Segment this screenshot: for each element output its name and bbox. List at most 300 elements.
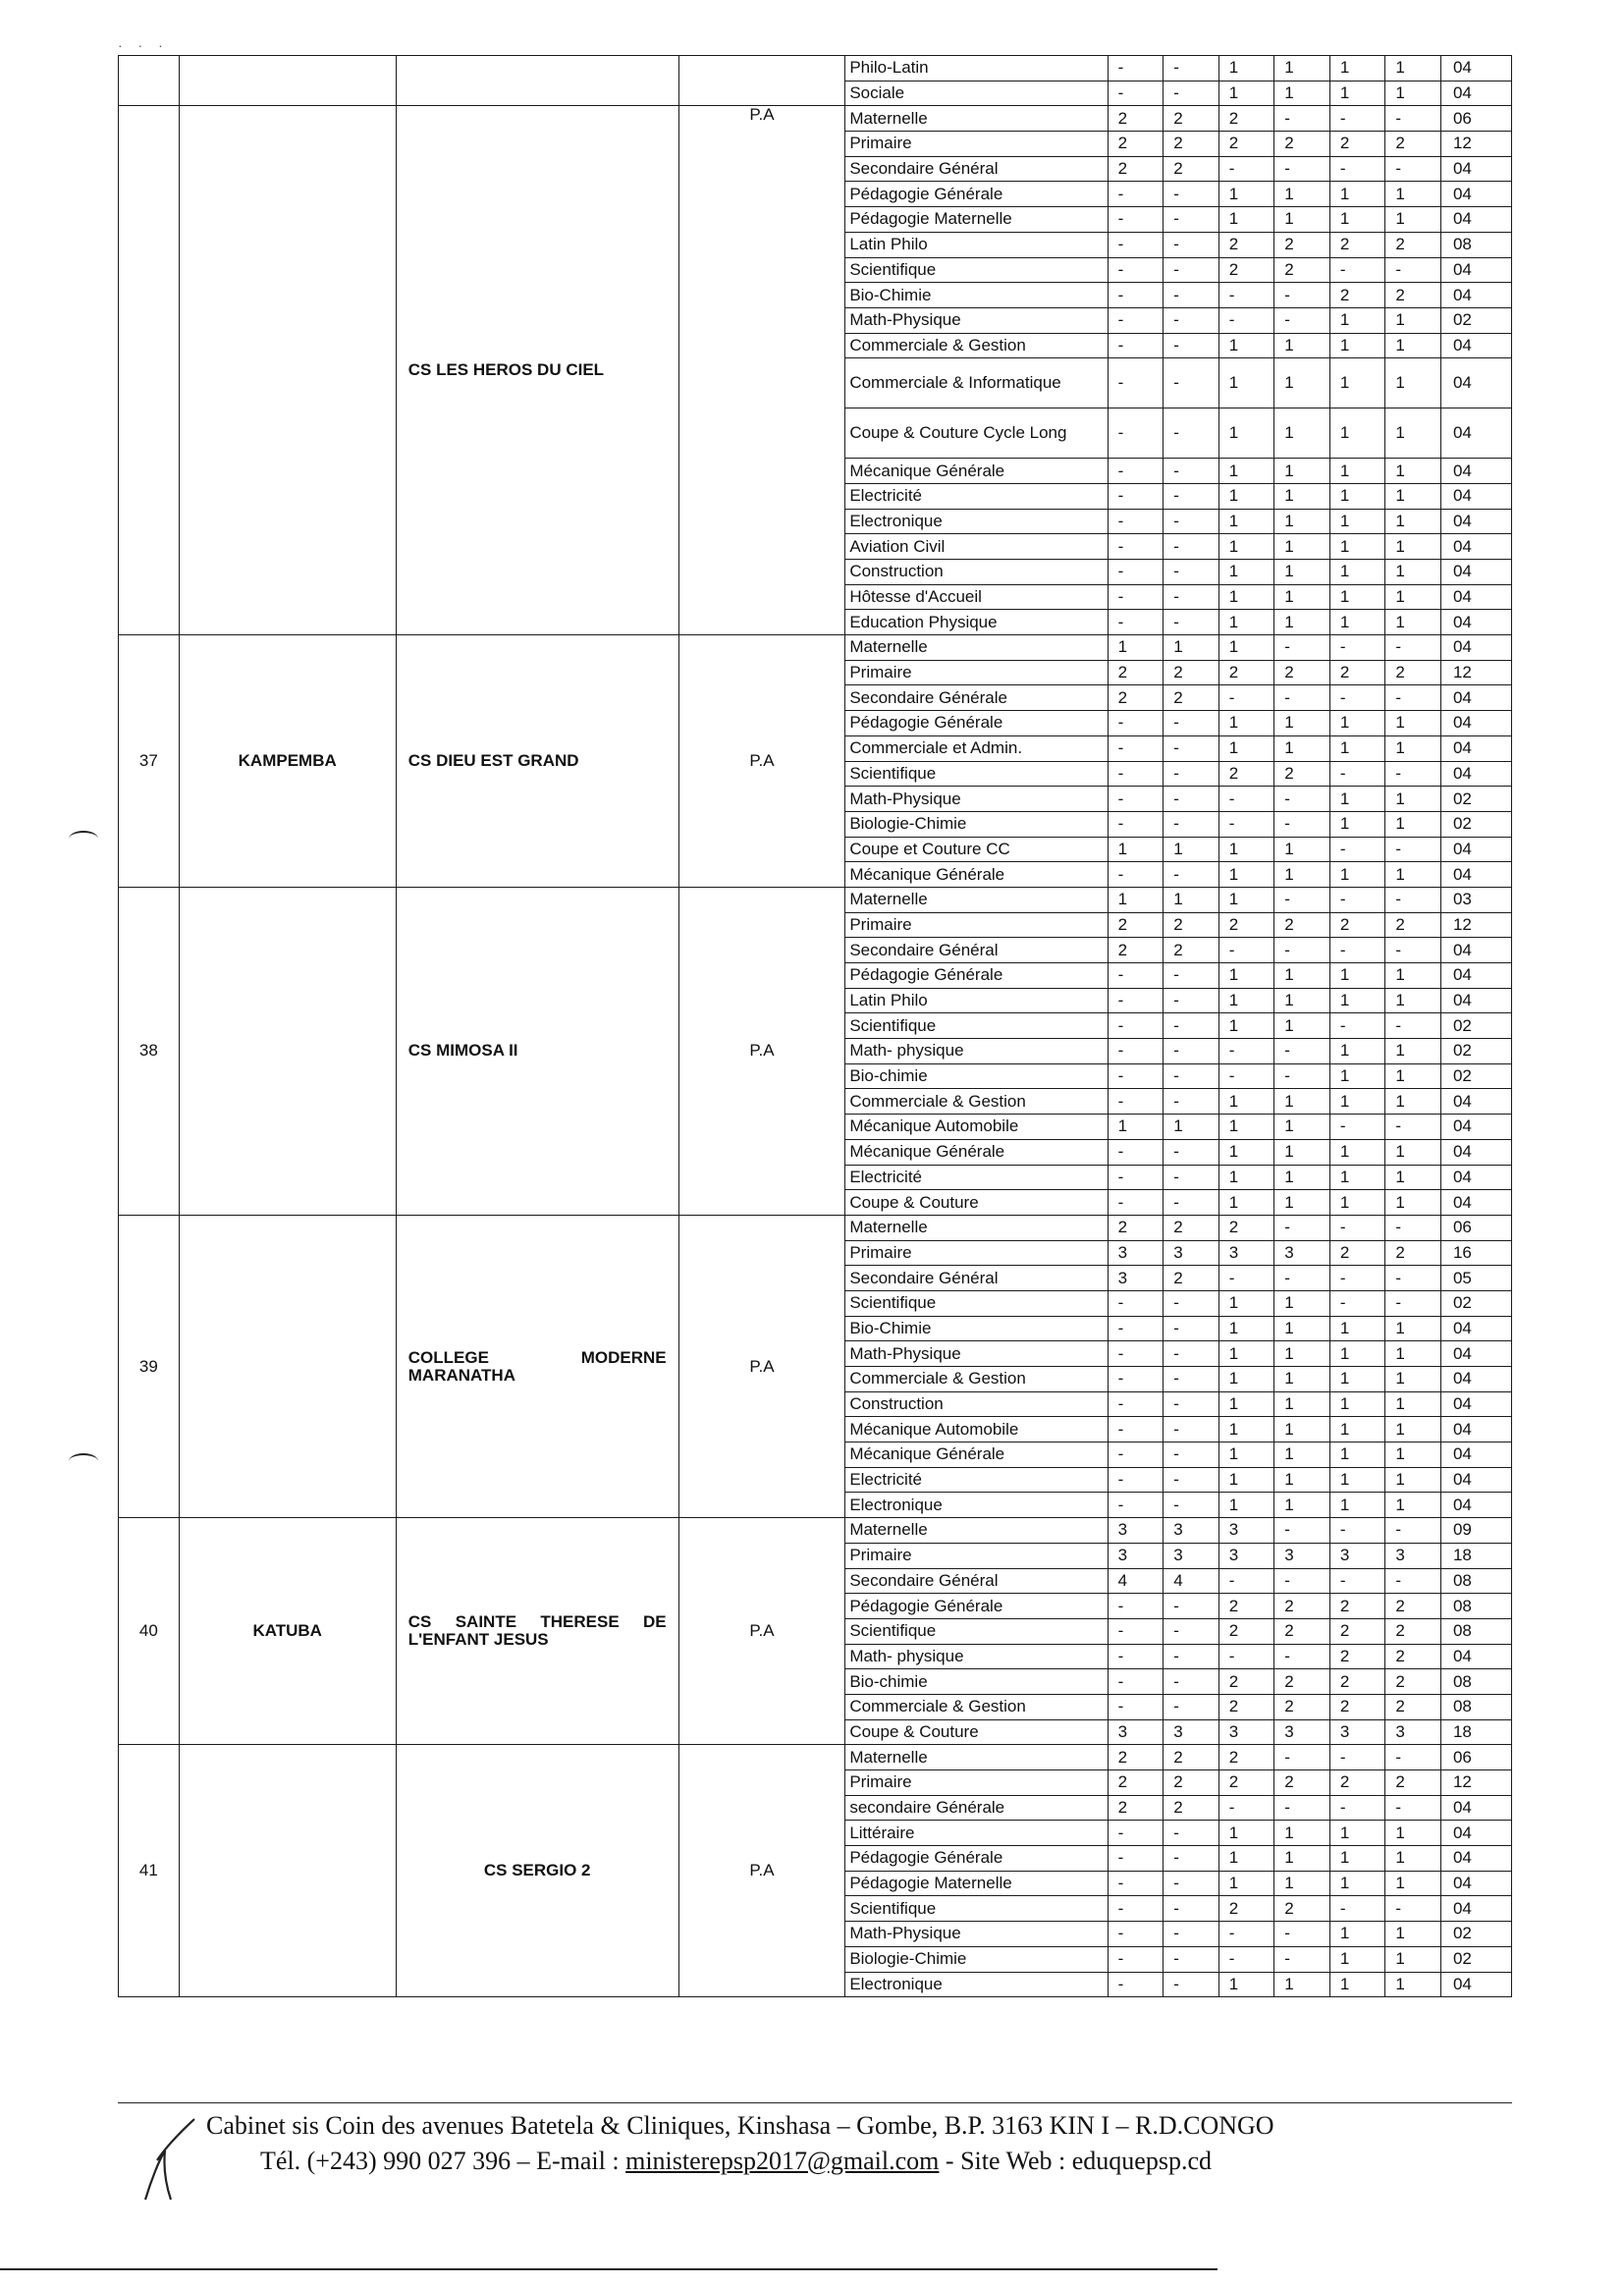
class-count: - [1385, 1215, 1441, 1240]
class-count: - [1108, 1139, 1164, 1165]
class-count: 1 [1274, 988, 1330, 1013]
class-count: 1 [1108, 635, 1164, 661]
school-regime: P.A [678, 887, 845, 1215]
total-classes: 04 [1440, 584, 1511, 610]
total-classes: 04 [1440, 534, 1511, 560]
class-count: - [1218, 938, 1274, 963]
class-count: 1 [1329, 787, 1385, 812]
class-count: 1 [1329, 1922, 1385, 1947]
option-name: Biologie-Chimie [845, 1946, 1108, 1972]
option-name: Philo-Latin [845, 56, 1108, 82]
class-count: 1 [1385, 711, 1441, 736]
option-name: Secondaire Général [845, 1266, 1108, 1291]
option-name: Hôtesse d'Accueil [845, 584, 1108, 610]
class-count: 3 [1329, 1543, 1385, 1568]
class-count: - [1164, 761, 1219, 787]
class-count: 1 [1329, 207, 1385, 233]
option-name: Commerciale & Gestion [845, 1089, 1108, 1115]
class-count: - [1385, 1266, 1441, 1291]
class-count: 2 [1329, 1594, 1385, 1619]
total-classes: 04 [1440, 685, 1511, 711]
class-count: - [1385, 837, 1441, 862]
class-count: 1 [1329, 182, 1385, 207]
school-regime: P.A [678, 635, 845, 888]
class-count: 1 [1385, 1089, 1441, 1115]
school-options-table [118, 55, 1512, 1997]
class-count: - [1108, 283, 1164, 308]
class-count: 1 [1274, 735, 1330, 761]
class-count: - [1274, 1266, 1330, 1291]
class-count: 1 [1329, 1165, 1385, 1190]
class-count: 1 [1274, 1391, 1330, 1417]
class-count: - [1274, 1518, 1330, 1544]
class-count: 1 [1218, 459, 1274, 484]
total-classes: 04 [1440, 283, 1511, 308]
class-count: 1 [1329, 610, 1385, 635]
class-count: 2 [1164, 660, 1219, 685]
class-count: 1 [1385, 1367, 1441, 1392]
class-count: 2 [1108, 938, 1164, 963]
class-count: - [1274, 1946, 1330, 1972]
class-count: 1 [1385, 1846, 1441, 1872]
class-count: 1 [1218, 610, 1274, 635]
class-count: 2 [1385, 660, 1441, 685]
class-count: 1 [1329, 862, 1385, 888]
class-count: 1 [1385, 1442, 1441, 1468]
class-count: 1 [1218, 963, 1274, 989]
total-classes: 04 [1440, 1139, 1511, 1165]
class-count: - [1164, 560, 1219, 585]
class-count: - [1329, 1215, 1385, 1240]
option-name: Pédagogie Générale [845, 963, 1108, 989]
option-name: Math-Physique [845, 1922, 1108, 1947]
footer-contact [260, 2145, 1212, 2178]
class-count: - [1108, 1694, 1164, 1719]
option-name: Math- physique [845, 1039, 1108, 1064]
class-count: 2 [1274, 660, 1330, 685]
total-classes: 02 [1440, 1013, 1511, 1039]
class-count: - [1164, 988, 1219, 1013]
class-count: 1 [1385, 1316, 1441, 1341]
class-count: 1 [1164, 1115, 1219, 1140]
class-count: 1 [1218, 1417, 1274, 1442]
class-count: - [1329, 1745, 1385, 1770]
option-name: Education Physique [845, 610, 1108, 635]
class-count: - [1164, 1190, 1219, 1216]
class-count: - [1164, 307, 1219, 333]
class-count: 1 [1274, 1190, 1330, 1216]
class-count: 1 [1329, 1417, 1385, 1442]
class-count: 2 [1218, 232, 1274, 257]
class-count: 2 [1385, 232, 1441, 257]
class-count: 1 [1274, 1367, 1330, 1392]
footer-phone: Tél. (+243) 990 027 396 – E-mail : [260, 2147, 626, 2175]
class-count: 1 [1385, 307, 1441, 333]
class-count: 2 [1108, 106, 1164, 132]
total-classes: 04 [1440, 1896, 1511, 1922]
class-count: - [1108, 1493, 1164, 1518]
class-count: - [1108, 534, 1164, 560]
class-count: 1 [1274, 182, 1330, 207]
class-count: - [1108, 408, 1164, 459]
class-count: 1 [1385, 1190, 1441, 1216]
option-name: Maternelle [845, 887, 1108, 912]
total-classes: 04 [1440, 711, 1511, 736]
class-count: 2 [1385, 1594, 1441, 1619]
class-count: - [1329, 1290, 1385, 1316]
class-count: 1 [1385, 1391, 1441, 1417]
class-count: 1 [1164, 887, 1219, 912]
class-count: - [1164, 1039, 1219, 1064]
class-count: - [1218, 1266, 1274, 1291]
class-count: - [1274, 1568, 1330, 1594]
school-index: 40 [119, 1518, 180, 1745]
footer-email-link[interactable]: ministerepsp2017@gmail.com [625, 2147, 940, 2175]
class-count: 1 [1274, 81, 1330, 106]
class-count: 1 [1218, 1013, 1274, 1039]
class-count: - [1108, 811, 1164, 837]
option-name: Mécanique Générale [845, 862, 1108, 888]
option-name: Maternelle [845, 1518, 1108, 1544]
class-count: 2 [1164, 1745, 1219, 1770]
total-classes: 06 [1440, 1745, 1511, 1770]
class-count: 1 [1385, 610, 1441, 635]
class-count: 1 [1274, 358, 1330, 408]
total-classes: 04 [1440, 1493, 1511, 1518]
class-count: - [1164, 207, 1219, 233]
class-count: 1 [1385, 787, 1441, 812]
total-classes: 04 [1440, 81, 1511, 106]
total-classes: 04 [1440, 1316, 1511, 1341]
total-classes: 02 [1440, 1290, 1511, 1316]
total-classes: 04 [1440, 1391, 1511, 1417]
class-count: 1 [1385, 182, 1441, 207]
option-name: Maternelle [845, 106, 1108, 132]
class-count: - [1108, 1594, 1164, 1619]
class-count: - [1108, 787, 1164, 812]
option-name: Pédagogie Générale [845, 1846, 1108, 1872]
class-count: 1 [1274, 560, 1330, 585]
option-name: Commerciale & Informatique [845, 358, 1108, 408]
class-count: 1 [1218, 1316, 1274, 1341]
class-count: 3 [1274, 1240, 1330, 1266]
class-count: 1 [1329, 358, 1385, 408]
class-count: - [1164, 283, 1219, 308]
class-count: 2 [1108, 132, 1164, 157]
class-count: 3 [1274, 1719, 1330, 1745]
total-classes: 04 [1440, 1417, 1511, 1442]
class-count: 2 [1274, 1669, 1330, 1695]
total-classes: 04 [1440, 509, 1511, 534]
table-row [119, 635, 1512, 661]
option-name: Math-Physique [845, 1341, 1108, 1367]
class-count: 3 [1218, 1240, 1274, 1266]
class-count: - [1164, 862, 1219, 888]
class-count: 2 [1329, 1694, 1385, 1719]
class-count: - [1164, 1341, 1219, 1367]
class-count: - [1108, 1089, 1164, 1115]
class-count: - [1164, 1165, 1219, 1190]
total-classes: 02 [1440, 1922, 1511, 1947]
class-count: 1 [1385, 1972, 1441, 1997]
option-name: Latin Philo [845, 988, 1108, 1013]
class-count: - [1385, 635, 1441, 661]
class-count: 2 [1218, 1896, 1274, 1922]
class-count: 1 [1274, 1290, 1330, 1316]
class-count: 1 [1218, 333, 1274, 358]
signature-mark [137, 2111, 196, 2209]
option-name: Scientifique [845, 257, 1108, 283]
class-count: - [1218, 1039, 1274, 1064]
class-count: 1 [1218, 509, 1274, 534]
class-count: 1 [1329, 811, 1385, 837]
class-count: - [1108, 1972, 1164, 1997]
class-count: 2 [1274, 132, 1330, 157]
option-name: Pédagogie Générale [845, 711, 1108, 736]
footer-rule [118, 2102, 1512, 2103]
total-classes: 08 [1440, 1594, 1511, 1619]
class-count: 1 [1329, 534, 1385, 560]
total-classes: 04 [1440, 963, 1511, 989]
class-count: 1 [1274, 333, 1330, 358]
class-count: - [1329, 938, 1385, 963]
total-classes: 02 [1440, 1946, 1511, 1972]
class-count: 1 [1218, 560, 1274, 585]
class-count: 2 [1164, 1770, 1219, 1796]
option-name: Primaire [845, 912, 1108, 938]
class-count: 1 [1218, 1821, 1274, 1846]
table-row [119, 1518, 1512, 1544]
class-count: 1 [1218, 988, 1274, 1013]
class-count: 1 [1329, 408, 1385, 459]
option-name: Construction [845, 1391, 1108, 1417]
class-count: 1 [1274, 1442, 1330, 1468]
class-count: 1 [1274, 1316, 1330, 1341]
class-count: 2 [1385, 1240, 1441, 1266]
total-classes: 04 [1440, 1644, 1511, 1669]
class-count: 1 [1329, 483, 1385, 509]
class-count: - [1164, 56, 1219, 82]
class-count: 1 [1329, 735, 1385, 761]
class-count: 2 [1218, 1594, 1274, 1619]
class-count: 2 [1218, 1745, 1274, 1770]
school-name: CS MIMOSA II [396, 887, 678, 1215]
option-name: Coupe & Couture [845, 1719, 1108, 1745]
class-count: - [1164, 1846, 1219, 1872]
option-name: Pédagogie Générale [845, 182, 1108, 207]
class-count: 1 [1385, 56, 1441, 82]
class-count: - [1218, 1946, 1274, 1972]
option-name: Bio-chimie [845, 1669, 1108, 1695]
class-count: 1 [1329, 1821, 1385, 1846]
class-count: 1 [1329, 1442, 1385, 1468]
class-count: - [1385, 1568, 1441, 1594]
option-name: Bio-Chimie [845, 283, 1108, 308]
option-name: Bio-Chimie [845, 1316, 1108, 1341]
class-count: - [1164, 358, 1219, 408]
option-name: Maternelle [845, 1215, 1108, 1240]
class-count: - [1218, 1922, 1274, 1947]
class-count: 4 [1164, 1568, 1219, 1594]
class-count: 1 [1274, 1089, 1330, 1115]
class-count: - [1329, 635, 1385, 661]
total-classes: 04 [1440, 735, 1511, 761]
class-count: 1 [1329, 1190, 1385, 1216]
class-count: 3 [1164, 1518, 1219, 1544]
class-count: - [1108, 182, 1164, 207]
class-count: - [1385, 257, 1441, 283]
class-count: 1 [1329, 1089, 1385, 1115]
class-count: 2 [1274, 1896, 1330, 1922]
option-name: Coupe & Couture [845, 1190, 1108, 1216]
class-count: 1 [1218, 1871, 1274, 1896]
class-count: 2 [1218, 132, 1274, 157]
option-name: Math-Physique [845, 787, 1108, 812]
class-count: 2 [1108, 660, 1164, 685]
total-classes: 16 [1440, 1240, 1511, 1266]
option-name: Math-Physique [845, 307, 1108, 333]
class-count: - [1108, 761, 1164, 787]
class-count: 2 [1329, 1669, 1385, 1695]
table-row [119, 1215, 1512, 1240]
total-classes: 04 [1440, 207, 1511, 233]
class-count: 1 [1274, 1846, 1330, 1872]
class-count: - [1274, 1039, 1330, 1064]
class-count: 1 [1274, 862, 1330, 888]
class-count: 1 [1274, 1115, 1330, 1140]
school-name: COLLEGE MODERNE MARANATHA [396, 1215, 678, 1517]
class-count: - [1164, 182, 1219, 207]
class-count: 1 [1385, 534, 1441, 560]
class-count: - [1164, 333, 1219, 358]
class-count: 1 [1218, 81, 1274, 106]
class-count: 2 [1164, 912, 1219, 938]
class-count: 3 [1385, 1719, 1441, 1745]
option-name: Latin Philo [845, 232, 1108, 257]
class-count: 1 [1274, 610, 1330, 635]
class-count: - [1164, 1669, 1219, 1695]
class-count: 1 [1218, 1846, 1274, 1872]
class-count: 2 [1108, 1795, 1164, 1821]
class-count: - [1108, 1896, 1164, 1922]
class-count: 2 [1218, 761, 1274, 787]
class-count: 1 [1274, 534, 1330, 560]
class-count: 2 [1218, 1215, 1274, 1240]
class-count: 1 [1329, 711, 1385, 736]
class-count: 2 [1329, 912, 1385, 938]
table-row [119, 106, 1512, 132]
class-count: 1 [1218, 1367, 1274, 1392]
class-count: - [1108, 333, 1164, 358]
class-count: - [1274, 1644, 1330, 1669]
commune-name: KATUBA [179, 1518, 396, 1745]
class-count: - [1108, 1644, 1164, 1669]
class-count: - [1108, 1417, 1164, 1442]
class-count: 2 [1108, 1745, 1164, 1770]
total-classes: 04 [1440, 408, 1511, 459]
class-count: 2 [1274, 1594, 1330, 1619]
class-count: - [1385, 156, 1441, 182]
class-count: 1 [1385, 811, 1441, 837]
option-name: Secondaire Général [845, 156, 1108, 182]
total-classes: 08 [1440, 1694, 1511, 1719]
class-count: - [1218, 1795, 1274, 1821]
class-count: 1 [1385, 1139, 1441, 1165]
class-count: 1 [1385, 81, 1441, 106]
class-count: - [1164, 1063, 1219, 1089]
class-count: 1 [1385, 1039, 1441, 1064]
class-count: - [1108, 1013, 1164, 1039]
class-count: 1 [1218, 711, 1274, 736]
class-count: 1 [1218, 483, 1274, 509]
option-name: Mécanique Générale [845, 459, 1108, 484]
class-count: 1 [1218, 1972, 1274, 1997]
class-count: - [1164, 534, 1219, 560]
class-count: 1 [1329, 307, 1385, 333]
total-classes: 08 [1440, 232, 1511, 257]
commune-name [179, 106, 396, 635]
class-count: 3 [1108, 1719, 1164, 1745]
option-name: Scientifique [845, 1013, 1108, 1039]
class-count: - [1164, 459, 1219, 484]
class-count: 1 [1274, 1341, 1330, 1367]
class-count: 2 [1164, 1795, 1219, 1821]
option-name: Electronique [845, 1972, 1108, 1997]
option-name: Coupe & Couture Cycle Long [845, 408, 1108, 459]
class-count: - [1108, 862, 1164, 888]
class-count: 3 [1385, 1543, 1441, 1568]
total-classes: 04 [1440, 358, 1511, 408]
class-count: 1 [1329, 1391, 1385, 1417]
class-count: 1 [1329, 1063, 1385, 1089]
class-count: 2 [1274, 761, 1330, 787]
class-count: - [1108, 988, 1164, 1013]
table-row [119, 1745, 1512, 1770]
class-count: - [1108, 1190, 1164, 1216]
class-count: - [1108, 307, 1164, 333]
footer-address: Cabinet sis Coin des avenues Batetela & Cliniques, Kinshasa – Gombe, B.P. 3163 KIN I – R.D.CONGO [206, 2111, 1274, 2140]
class-count: - [1385, 938, 1441, 963]
class-count: 3 [1329, 1719, 1385, 1745]
class-count: 1 [1329, 509, 1385, 534]
class-count: - [1108, 509, 1164, 534]
option-name: Primaire [845, 132, 1108, 157]
class-count: 1 [1385, 459, 1441, 484]
class-count: - [1218, 1644, 1274, 1669]
class-count: - [1164, 584, 1219, 610]
class-count: - [1385, 1290, 1441, 1316]
class-count: 1 [1274, 459, 1330, 484]
table-row [119, 887, 1512, 912]
class-count: 2 [1108, 912, 1164, 938]
class-count: 3 [1108, 1266, 1164, 1291]
total-classes: 03 [1440, 887, 1511, 912]
class-count: - [1164, 1013, 1219, 1039]
class-count: 1 [1329, 1467, 1385, 1493]
class-count: - [1108, 81, 1164, 106]
option-name: Pédagogie Générale [845, 1594, 1108, 1619]
school-index [119, 56, 180, 106]
class-count: 3 [1274, 1543, 1330, 1568]
class-count: 1 [1385, 1165, 1441, 1190]
class-count: - [1385, 1115, 1441, 1140]
class-count: - [1108, 459, 1164, 484]
class-count: - [1385, 1013, 1441, 1039]
class-count: 1 [1274, 509, 1330, 534]
class-count: 1 [1218, 735, 1274, 761]
class-count: 2 [1164, 938, 1219, 963]
class-count: - [1164, 1493, 1219, 1518]
